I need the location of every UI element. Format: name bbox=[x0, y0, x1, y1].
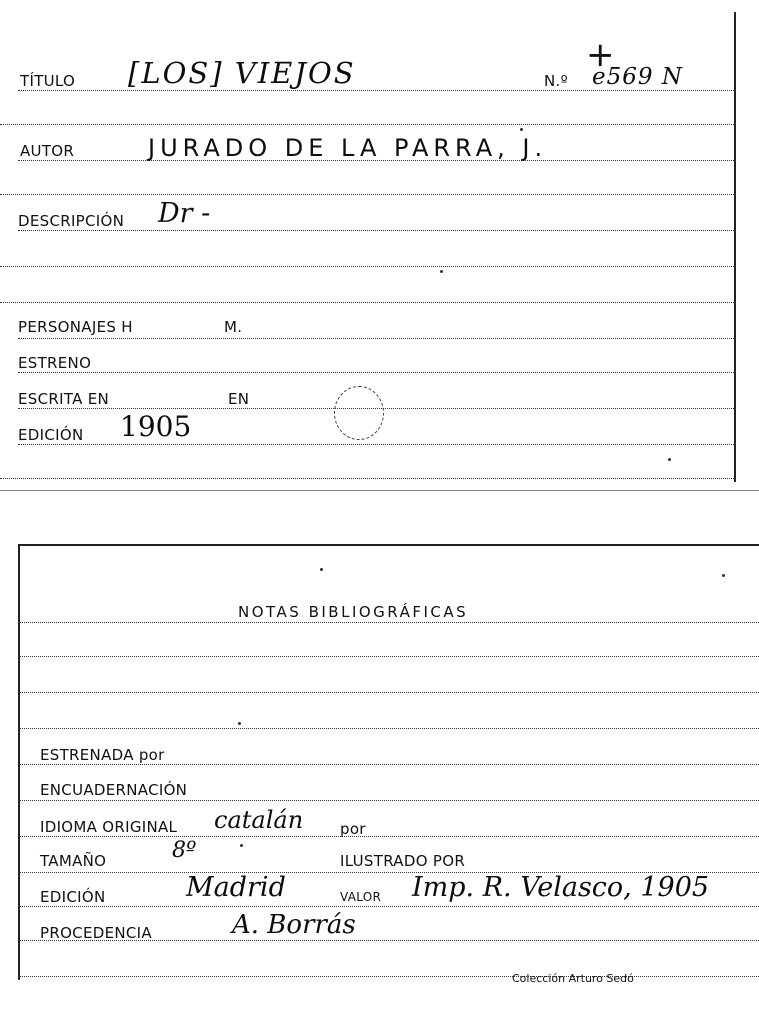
titulo-value: [LOS] VIEJOS bbox=[128, 56, 356, 90]
edicion-value-top: 1905 bbox=[120, 410, 192, 443]
speck bbox=[668, 458, 671, 461]
rule-line bbox=[0, 124, 736, 125]
rule-line bbox=[18, 906, 759, 907]
rule-line bbox=[0, 302, 736, 303]
descripcion-value: Dr - bbox=[158, 198, 211, 229]
rule-line bbox=[18, 338, 736, 339]
edicion-label-bottom: EDICIÓN bbox=[40, 888, 106, 906]
idioma-label: IDIOMA ORIGINAL bbox=[40, 818, 178, 836]
speck bbox=[238, 722, 241, 725]
escrita-label: ESCRITA EN bbox=[18, 390, 110, 408]
valor-label: VALOR bbox=[340, 890, 382, 904]
estreno-label: ESTRENO bbox=[18, 354, 92, 372]
collection-footer: Colección Arturo Sedó bbox=[512, 972, 634, 985]
rule-line bbox=[18, 656, 759, 657]
card-top-bottom-edge bbox=[0, 490, 759, 491]
personajes-label: PERSONAJES H bbox=[18, 318, 133, 336]
rule-line bbox=[18, 800, 759, 801]
rule-line bbox=[18, 692, 759, 693]
numero-value: e569 N bbox=[592, 64, 683, 90]
rule-line bbox=[18, 764, 759, 765]
notas-heading: NOTAS BIBLIOGRÁFICAS bbox=[238, 603, 469, 621]
rule-line bbox=[18, 728, 759, 729]
speck bbox=[722, 574, 725, 577]
titulo-label: TÍTULO bbox=[20, 72, 76, 90]
edicion-value-bottom: Madrid bbox=[186, 872, 286, 903]
numero-label: N.º bbox=[544, 72, 568, 90]
rule-line bbox=[18, 230, 736, 231]
speck bbox=[320, 568, 323, 571]
autor-value: JURADO DE LA PARRA, J. bbox=[148, 134, 548, 162]
personajes-m-label: M. bbox=[224, 318, 243, 336]
rule-line bbox=[18, 90, 736, 91]
plus-mark: + bbox=[586, 35, 615, 75]
speck bbox=[440, 270, 443, 273]
speck bbox=[240, 844, 243, 847]
procedencia-value: A. Borrás bbox=[232, 910, 356, 940]
tamano-label: TAMAÑO bbox=[40, 852, 107, 870]
edicion-label-top: EDICIÓN bbox=[18, 426, 84, 444]
card-bottom-top-edge bbox=[18, 544, 759, 546]
rule-line bbox=[18, 976, 759, 977]
card-bottom-left-edge bbox=[18, 544, 20, 980]
rule-line bbox=[0, 194, 736, 195]
rule-line bbox=[18, 622, 759, 623]
valor-value: Imp. R. Velasco, 1905 bbox=[412, 872, 710, 903]
speck bbox=[520, 128, 523, 131]
idioma-por-label: por bbox=[340, 820, 366, 838]
encuadernacion-label: ENCUADERNACIÓN bbox=[40, 781, 188, 799]
descripcion-label: DESCRIPCIÓN bbox=[18, 212, 125, 230]
rule-line bbox=[18, 372, 736, 373]
rule-line bbox=[18, 836, 759, 837]
punch-hole-mark bbox=[334, 386, 384, 440]
tamano-value: 8º bbox=[172, 838, 197, 863]
escrita-en-label: EN bbox=[228, 390, 250, 408]
rule-line bbox=[18, 444, 736, 445]
rule-line bbox=[0, 266, 736, 267]
ilustrado-label: ILUSTRADO POR bbox=[340, 852, 466, 870]
rule-line bbox=[0, 478, 736, 479]
autor-label: AUTOR bbox=[20, 142, 75, 160]
catalog-card-top bbox=[0, 0, 759, 492]
estrenada-label: ESTRENADA por bbox=[40, 746, 165, 764]
card-top-right-edge bbox=[734, 12, 736, 482]
idioma-value: catalán bbox=[214, 806, 304, 834]
procedencia-label: PROCEDENCIA bbox=[40, 924, 152, 942]
